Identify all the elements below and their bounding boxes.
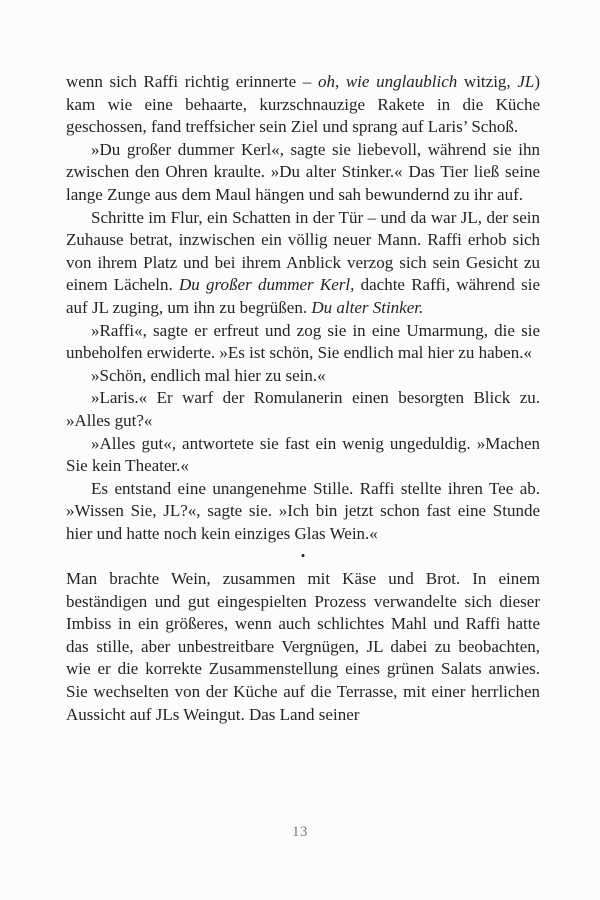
text-run: JL <box>517 72 535 91</box>
paragraph <box>66 387 540 432</box>
text-run: »Raffi«, sagte er erfreut und zog sie in eine Umarmung, die sie unbeholfen erwiderte. »Es ist schön, Sie endlich mal hier zu haben.« <box>66 320 540 363</box>
paragraph <box>66 207 540 320</box>
paragraph <box>66 320 540 365</box>
section-break-bullet: • <box>300 548 306 564</box>
text-run: »Laris.« Er warf der Romulanerin einen besorgten Blick zu. »Alles gut?« <box>66 388 540 430</box>
page-number: 13 <box>292 824 308 840</box>
text-run: wenn sich Raffi richtig erinnerte – <box>66 72 318 91</box>
text-run: »Du großer dummer Kerl«, sagte sie liebevoll, während sie ihn zwischen den Ohren kraulte. »Du alter Stinker.« Das Tier ließ seine lange Zunge aus dem Maul hängen und sah bewundernd zu ihr auf. <box>66 139 540 204</box>
paragraph <box>66 478 540 546</box>
text-run: Es entstand eine unangenehme Stille. Raffi stellte ihren Tee ab. »Wissen Sie, JL?«, sagte sie. »Ich bin jetzt schon fast eine Stunde hier und hatte noch kein einziges Glas Wein.« <box>66 478 540 543</box>
text-block <box>66 71 540 726</box>
text-run: Schritte im Flur, ein Schatten in der Tür – und da war JL, der sein Zuhause betrat, inzwischen ein völlig neuer Mann. Raffi erhob sich von ihrem Platz und bei ihrem Anblick verzog sich sein Gesicht zu einem Lächeln. <box>66 207 540 295</box>
paragraph <box>66 365 540 388</box>
text-run: witzig, <box>457 72 518 91</box>
paragraph <box>66 568 540 726</box>
paragraph <box>66 433 540 478</box>
text-run: Du großer dummer Kerl, <box>179 275 355 295</box>
text-run: Man brachte Wein, zusammen mit Käse und Brot. In einem beständigen und gut eingespielten Prozess verwandelte sich dieser Imbiss in ein größeres, wenn auch schlichtes Mahl und Raffi hatte das stille, aber unbestreitbare Vergnügen, JL dabei zu beobachten, wie er die korrekte Zusammenstellung eines grünen Salats anwies. Sie wechselten von der Küche auf die Terrasse, mit einer herrlichen Aussicht auf JLs Weingut. Das Land seiner <box>66 569 540 724</box>
text-run: »Alles gut«, antwortete sie fast ein wenig ungeduldig. »Machen Sie kein Theater.« <box>66 433 540 476</box>
text-run: dachte Raffi, während sie auf JL zuging, um ihn zu begrüßen. <box>66 275 540 317</box>
text-run: ) kam wie eine behaarte, kurzschnauzige Rakete in die Küche geschossen, fand treffsicher sein Ziel und sprang auf Laris’ Schoß. <box>66 72 540 137</box>
paragraph <box>66 139 540 207</box>
text-run: oh, wie unglaublich <box>317 72 458 91</box>
text-run: »Schön, endlich mal hier zu sein.« <box>91 365 326 385</box>
text-run: Du alter Stinker. <box>311 297 424 317</box>
paragraph <box>66 71 540 139</box>
